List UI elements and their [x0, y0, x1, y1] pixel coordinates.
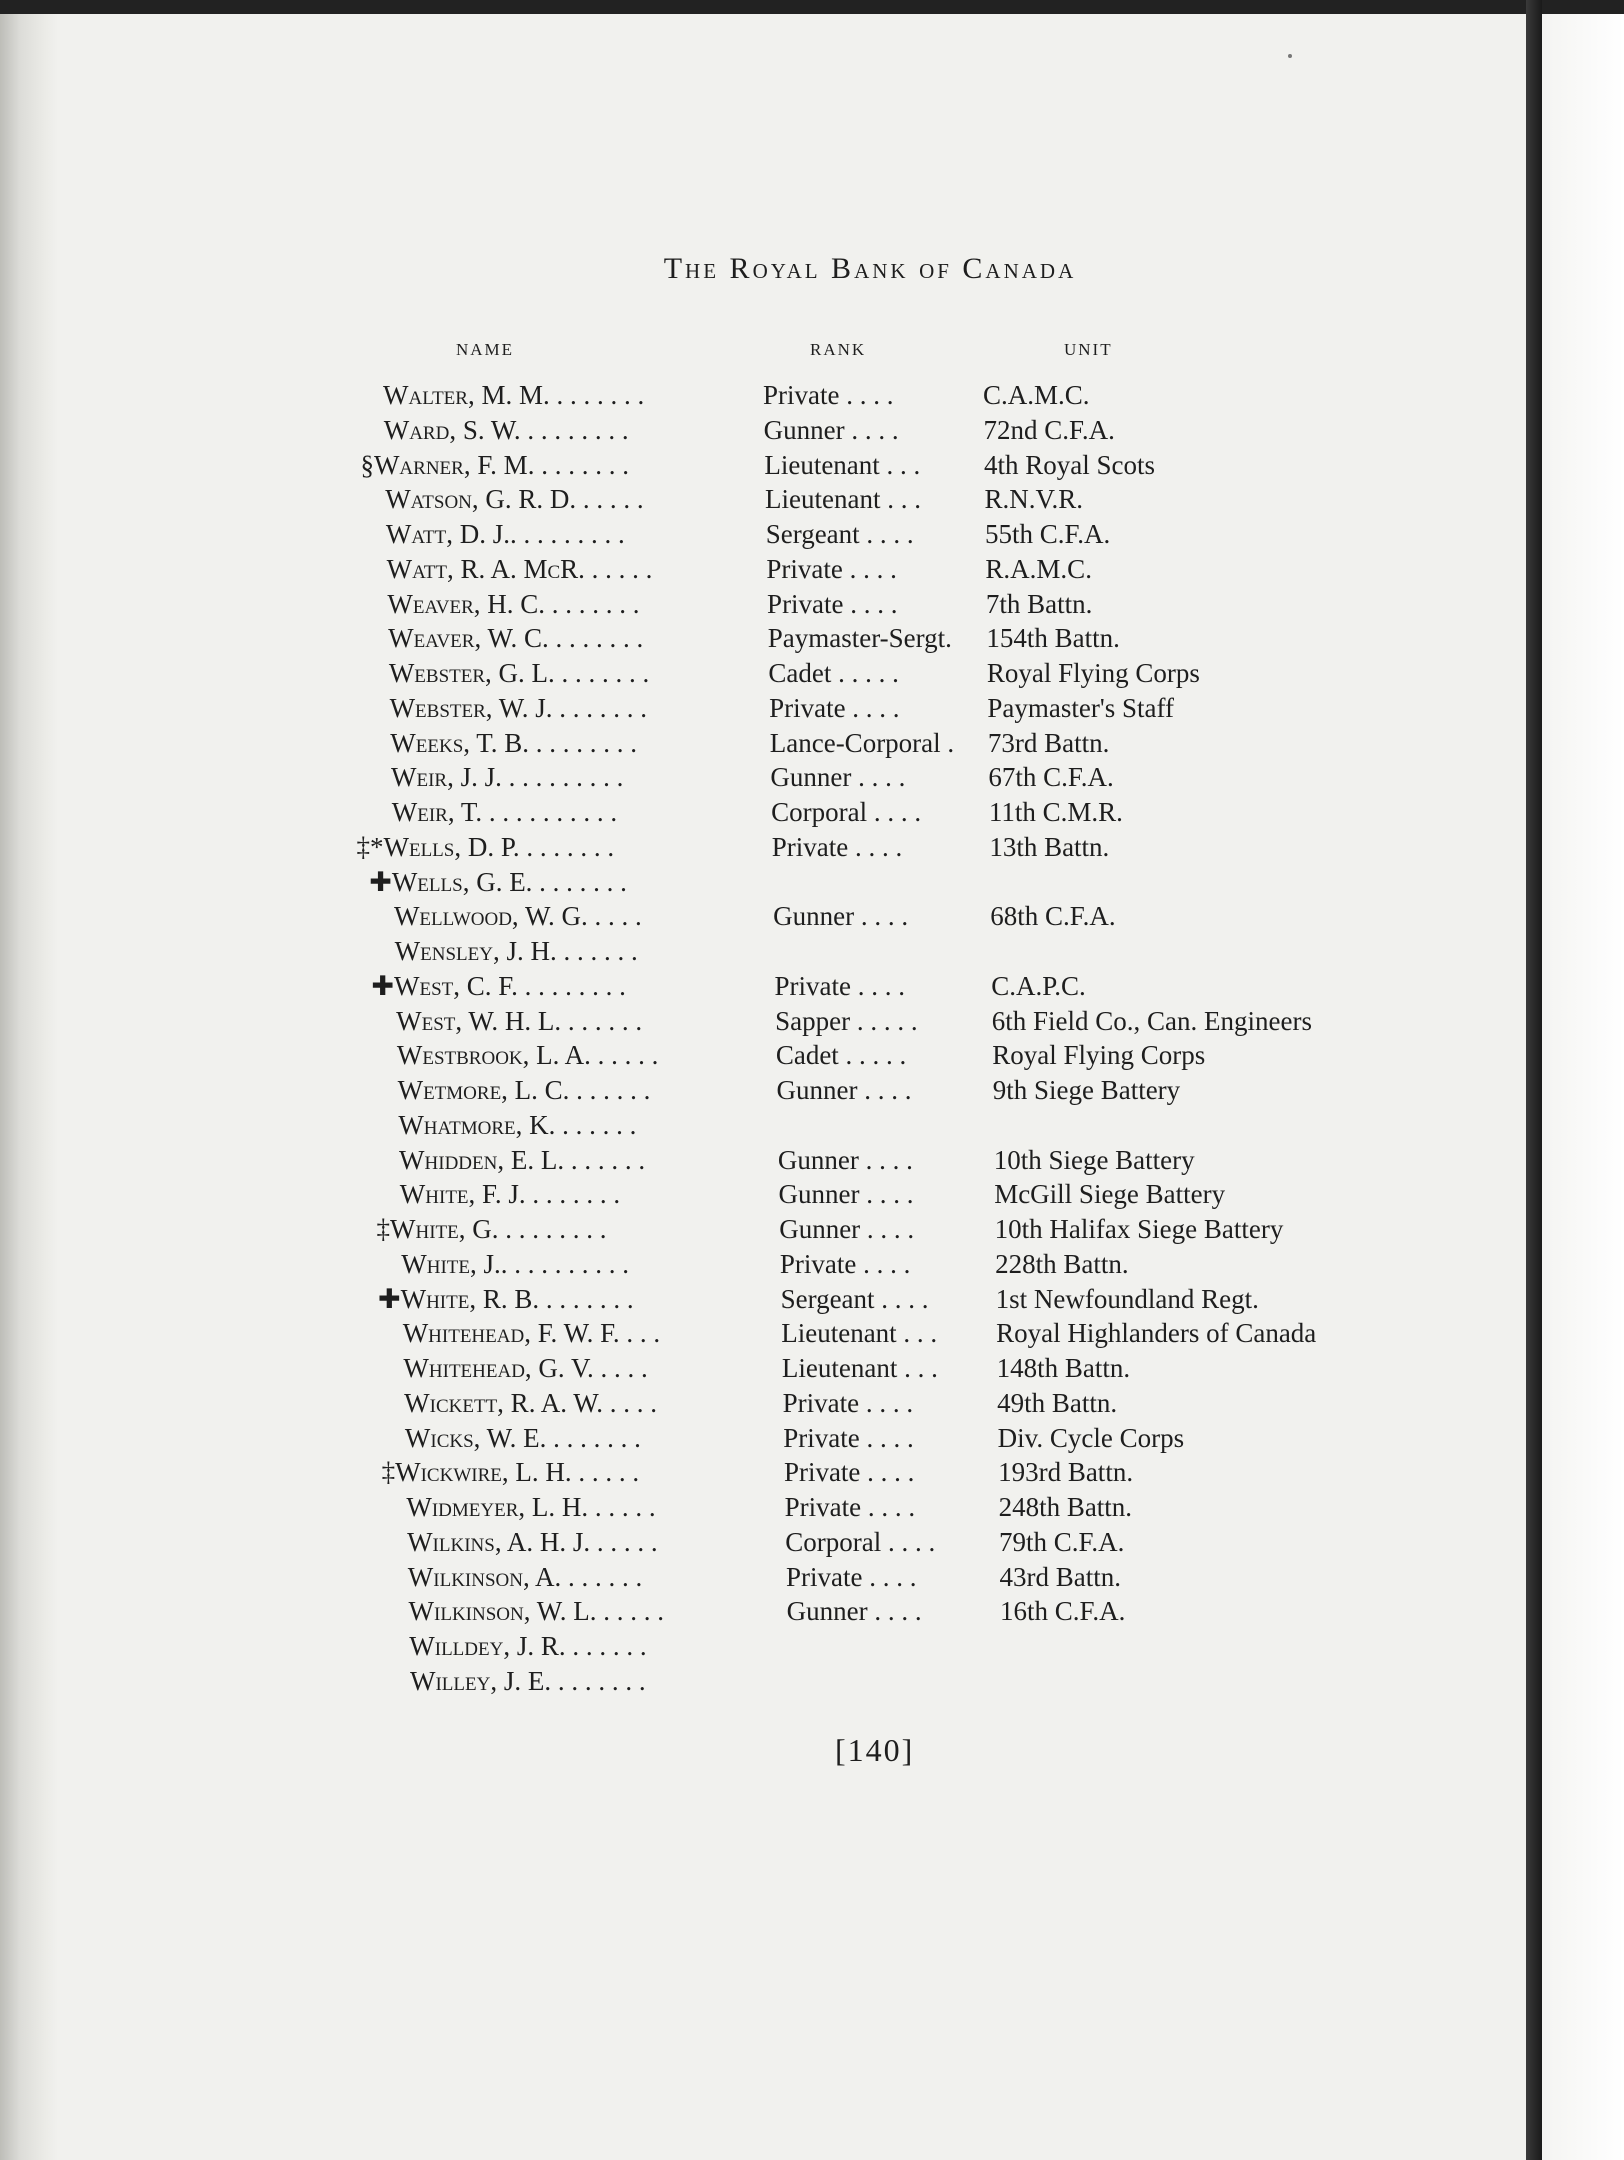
table-row [0, 865, 1500, 899]
entry-name: Watson, G. R. D. . . . . . [385, 484, 644, 515]
entry-unit: 9th Siege Battery [992, 1075, 1181, 1105]
entry-unit: 1st Newfoundland Regt. [995, 1283, 1259, 1314]
entry-rank: Private . . . . [769, 692, 900, 723]
entry-name: Westbrook, L. A. . . . . . [396, 1040, 659, 1071]
table-row [0, 1664, 1500, 1698]
table-row [0, 1004, 1500, 1038]
entry-name: Wensley, J. H. . . . . . . [394, 936, 638, 966]
entry-name: ‡White, G. . . . . . . . . [376, 1214, 607, 1244]
table-row [0, 1212, 1500, 1246]
entry-unit: 43rd Battn. [999, 1561, 1122, 1592]
entry-name: Whitehead, F. W. F. . . . [402, 1318, 661, 1349]
entry-unit: Royal Flying Corps [986, 658, 1200, 688]
entry-name: ✚Wells, G. E. . . . . . . . [369, 866, 627, 897]
entry-unit: 79th C.F.A. [999, 1526, 1125, 1557]
entry-rank: Private . . . . [779, 1248, 911, 1279]
entry-unit: 73rd Battn. [987, 727, 1110, 758]
entry-unit: R.A.M.C. [985, 553, 1092, 584]
table-row [0, 830, 1500, 864]
entry-rank: Sergeant . . . . [765, 519, 914, 549]
entry-name: White, F. J. . . . . . . . [399, 1179, 621, 1210]
table-row [0, 552, 1500, 586]
entry-rank: Private . . . . [783, 1457, 915, 1488]
entry-name: Whidden, E. L. . . . . . . [399, 1144, 646, 1175]
table-row [0, 1177, 1500, 1211]
entry-rank: Private . . . . [767, 588, 898, 619]
entry-rank: Private . . . . [784, 1492, 916, 1522]
entry-name: Wilkinson, A. . . . . . . [407, 1561, 643, 1592]
table-row [0, 726, 1500, 760]
table-row [0, 482, 1500, 516]
entry-unit: 248th Battn. [998, 1492, 1133, 1522]
entry-name: Webster, W. J. . . . . . . . [389, 692, 648, 723]
entry-rank: Lieutenant . . . [765, 484, 921, 515]
entry-rank: Gunner . . . . [777, 1144, 913, 1175]
column-header-unit: UNIT [1064, 340, 1113, 359]
entry-name: Watt, D. J.. . . . . . . . . [385, 519, 625, 549]
entry-rank: Gunner . . . . [763, 414, 899, 445]
entry-name: Watt, R. A. McR. . . . . . [386, 553, 653, 584]
entry-rank: Private . . . . [763, 380, 894, 410]
entry-name: Weeks, T. B. . . . . . . . . [390, 727, 638, 758]
table-row [0, 378, 1500, 412]
entry-rank: Cadet . . . . . [768, 658, 899, 688]
entry-name: Wetmore, L. C. . . . . . . [397, 1075, 651, 1105]
entry-name: Willey, J. E. . . . . . . . [410, 1665, 646, 1696]
table-row [0, 1455, 1500, 1489]
table-row [0, 1421, 1500, 1455]
entry-rank: Gunner . . . . [786, 1596, 922, 1627]
entry-unit: C.A.P.C. [991, 970, 1086, 1001]
entry-name: Wilkinson, W. L. . . . . . [408, 1596, 664, 1627]
table-row [0, 899, 1500, 933]
table-row [0, 691, 1500, 725]
table-row [0, 621, 1500, 655]
adjacent-page-edge [1542, 14, 1624, 2160]
entry-name: Whatmore, K. . . . . . . [398, 1109, 637, 1140]
entry-unit: R.N.V.R. [984, 484, 1083, 515]
entry-unit: 10th Halifax Siege Battery [994, 1214, 1284, 1244]
entry-name: Wicks, W. E. . . . . . . . [404, 1422, 641, 1453]
entry-name: Weaver, H. C. . . . . . . . [387, 588, 640, 619]
entry-name: Wickett, R. A. W. . . . . [404, 1387, 657, 1418]
entry-rank: Lieutenant . . . [781, 1318, 938, 1349]
table-row [0, 1073, 1500, 1107]
table-row [0, 1282, 1500, 1316]
entry-unit: Paymaster's Staff [987, 692, 1174, 723]
entry-rank: Corporal . . . . [771, 797, 922, 827]
table-row [0, 1594, 1500, 1628]
table-row [0, 934, 1500, 968]
page-title: The Royal Bank of Canada [663, 252, 1077, 285]
entry-rank: Gunner . . . . [776, 1075, 912, 1105]
entry-rank: Sergeant . . . . [780, 1283, 929, 1314]
entry-rank: Lieutenant . . . [781, 1353, 938, 1383]
column-header-rank: RANK [810, 340, 867, 359]
entry-name: Walter, M. M. . . . . . . . [383, 380, 645, 410]
entry-unit: 68th C.F.A. [990, 901, 1116, 932]
entry-rank: Gunner . . . . [778, 1179, 914, 1210]
table-row [0, 969, 1500, 1003]
table-row [0, 1247, 1500, 1281]
entry-unit: 13th Battn. [989, 831, 1110, 862]
book-spine [1526, 0, 1542, 2160]
table-row [0, 1490, 1500, 1524]
entry-unit: 49th Battn. [997, 1387, 1118, 1418]
entry-rank: Corporal . . . . [785, 1526, 936, 1557]
entry-rank: Private . . . . [766, 553, 897, 584]
entry-unit: Div. Cycle Corps [997, 1422, 1185, 1453]
entry-name: ‡Wickwire, L. H. . . . . . [381, 1457, 640, 1488]
table-row [0, 1316, 1500, 1350]
entry-rank: Gunner . . . . [779, 1214, 915, 1244]
entry-rank: Private . . . . [785, 1561, 917, 1592]
entry-name: Ward, S. W. . . . . . . . . [383, 414, 629, 445]
entry-unit: 7th Battn. [985, 588, 1093, 619]
table-row [0, 1560, 1500, 1594]
entry-unit: Royal Flying Corps [992, 1040, 1206, 1071]
entry-rank: Lance-Corporal . [769, 727, 955, 758]
entry-rank: Private . . . . [771, 831, 903, 862]
table-row [0, 1525, 1500, 1559]
entry-rank: Private . . . . [782, 1387, 914, 1418]
table-row [0, 448, 1500, 482]
table-row [0, 795, 1500, 829]
entry-rank: Gunner . . . . [773, 901, 909, 932]
entry-name: §Warner, F. M. . . . . . . . [360, 449, 629, 480]
entry-unit: Royal Highlanders of Canada [996, 1318, 1317, 1349]
entry-unit: 193rd Battn. [998, 1457, 1134, 1488]
entry-name: Widmeyer, L. H. . . . . . [406, 1492, 656, 1522]
table-row [0, 413, 1500, 447]
entry-name: ‡*Wells, D. P. . . . . . . . [356, 831, 615, 862]
table-row [0, 656, 1500, 690]
entry-name: Weir, J. J. . . . . . . . . . [391, 762, 624, 793]
entry-unit: 67th C.F.A. [988, 762, 1114, 793]
entry-name: Weaver, W. C. . . . . . . . [388, 623, 644, 654]
entry-rank: Sapper . . . . . [775, 1005, 918, 1036]
entry-rank: Gunner . . . . [770, 762, 906, 793]
entry-name: White, J.. . . . . . . . . . [401, 1248, 629, 1279]
entry-name: Webster, G. L. . . . . . . . [388, 658, 650, 688]
entry-rank: Cadet . . . . . [775, 1040, 907, 1071]
entry-name: Wilkins, A. H. J. . . . . . [407, 1526, 658, 1557]
table-row [0, 1038, 1500, 1072]
entry-rank: Private . . . . [783, 1422, 914, 1453]
entry-name: ✚West, C. F. . . . . . . . . [371, 970, 626, 1001]
entry-rank: Lieutenant . . . [764, 449, 921, 480]
table-row [0, 1629, 1500, 1663]
entry-unit: 154th Battn. [986, 623, 1120, 654]
entry-unit: 4th Royal Scots [983, 449, 1155, 480]
entry-rank: Paymaster-Sergt. [767, 623, 952, 654]
entry-name: Whitehead, G. V. . . . . [403, 1353, 648, 1383]
entry-unit: C.A.M.C. [983, 380, 1090, 410]
entry-unit: 228th Battn. [995, 1248, 1129, 1279]
entry-unit: 11th C.M.R. [988, 797, 1123, 827]
table-row [0, 760, 1500, 794]
entry-unit: 6th Field Co., Can. Engineers [991, 1005, 1312, 1036]
table-row [0, 1351, 1500, 1385]
entry-unit: McGill Siege Battery [994, 1179, 1226, 1210]
entry-unit: 148th Battn. [996, 1353, 1131, 1383]
page-number: [140] [835, 1732, 915, 1768]
entry-unit: 55th C.F.A. [984, 519, 1111, 549]
entry-unit: 10th Siege Battery [993, 1144, 1195, 1175]
table-row [0, 587, 1500, 621]
entry-name: ✚White, R. B. . . . . . . . [377, 1283, 634, 1314]
table-row [0, 517, 1500, 551]
entry-unit: 72nd C.F.A. [983, 414, 1115, 445]
table-row [0, 1108, 1500, 1142]
column-header-name: NAME [456, 340, 515, 359]
entry-name: Weir, T. . . . . . . . . . . [391, 797, 618, 827]
entry-name: Willdey, J. R. . . . . . . [409, 1631, 647, 1661]
entry-name: Wellwood, W. G. . . . . [393, 901, 642, 932]
entry-rank: Private . . . . [774, 970, 905, 1001]
table-row [0, 1143, 1500, 1177]
entry-unit: 16th C.F.A. [1000, 1596, 1126, 1627]
table-row [0, 1386, 1500, 1420]
entry-name: West, W. H. L. . . . . . . [396, 1005, 643, 1036]
